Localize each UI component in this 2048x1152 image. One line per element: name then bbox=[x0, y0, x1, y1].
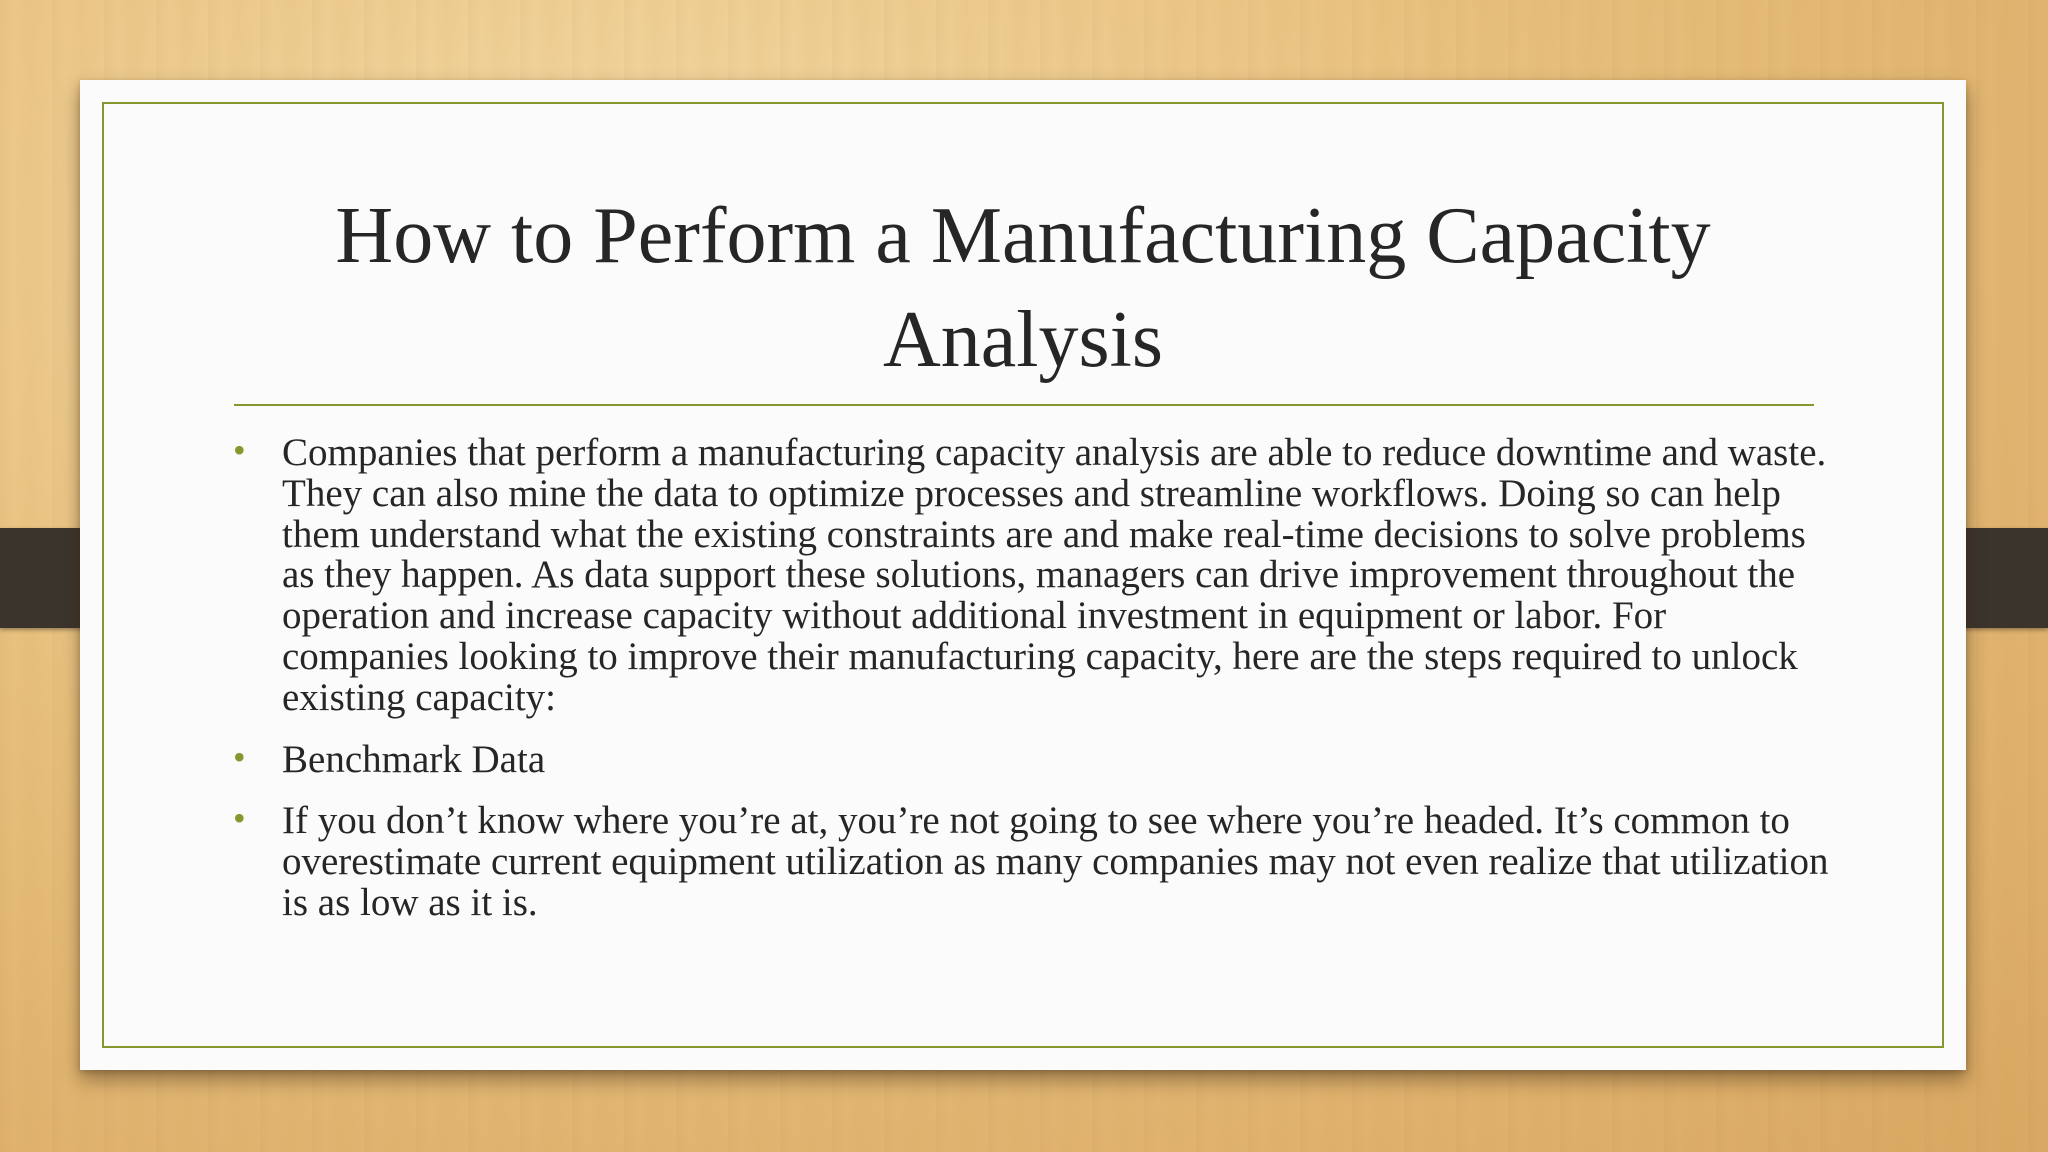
bullet-dot-icon: • bbox=[233, 736, 246, 777]
slide-title: How to Perform a Manufacturing Capacity Analysis bbox=[335, 192, 1711, 384]
bullet-item bbox=[233, 798, 1836, 924]
bullet-dot-icon: • bbox=[233, 430, 246, 470]
bullet-dot-icon: • bbox=[233, 798, 246, 839]
bullet-item bbox=[233, 430, 1836, 719]
bullet-text: Companies that perform a manufacturing capacity analysis are able to reduce downtime and waste. They can also mine the data to optimize processes and streamline workflows. Doing so can help them understand what the existing constraints are and make real-time decisions to solve problems as they happen. As data support these solutions, managers can drive improvement throughout the operation and increase capacity without additional investment in equipment or labor. For companies looking to improve their manufacturing capacity, here are the steps required to unlock existing capacity: bbox=[282, 431, 1827, 719]
title-divider bbox=[234, 404, 1814, 406]
slide-card bbox=[80, 80, 1966, 1070]
bullet-list bbox=[233, 430, 1836, 945]
bullet-text: If you don’t know where you’re at, you’re not going to see where you’re headed. It’s common to overestimate current equipment utilization as many companies may not even realize that utilization is as low as it is. bbox=[282, 799, 1829, 924]
bullet-item bbox=[233, 736, 1836, 781]
bullet-text: Benchmark Data bbox=[282, 737, 546, 781]
